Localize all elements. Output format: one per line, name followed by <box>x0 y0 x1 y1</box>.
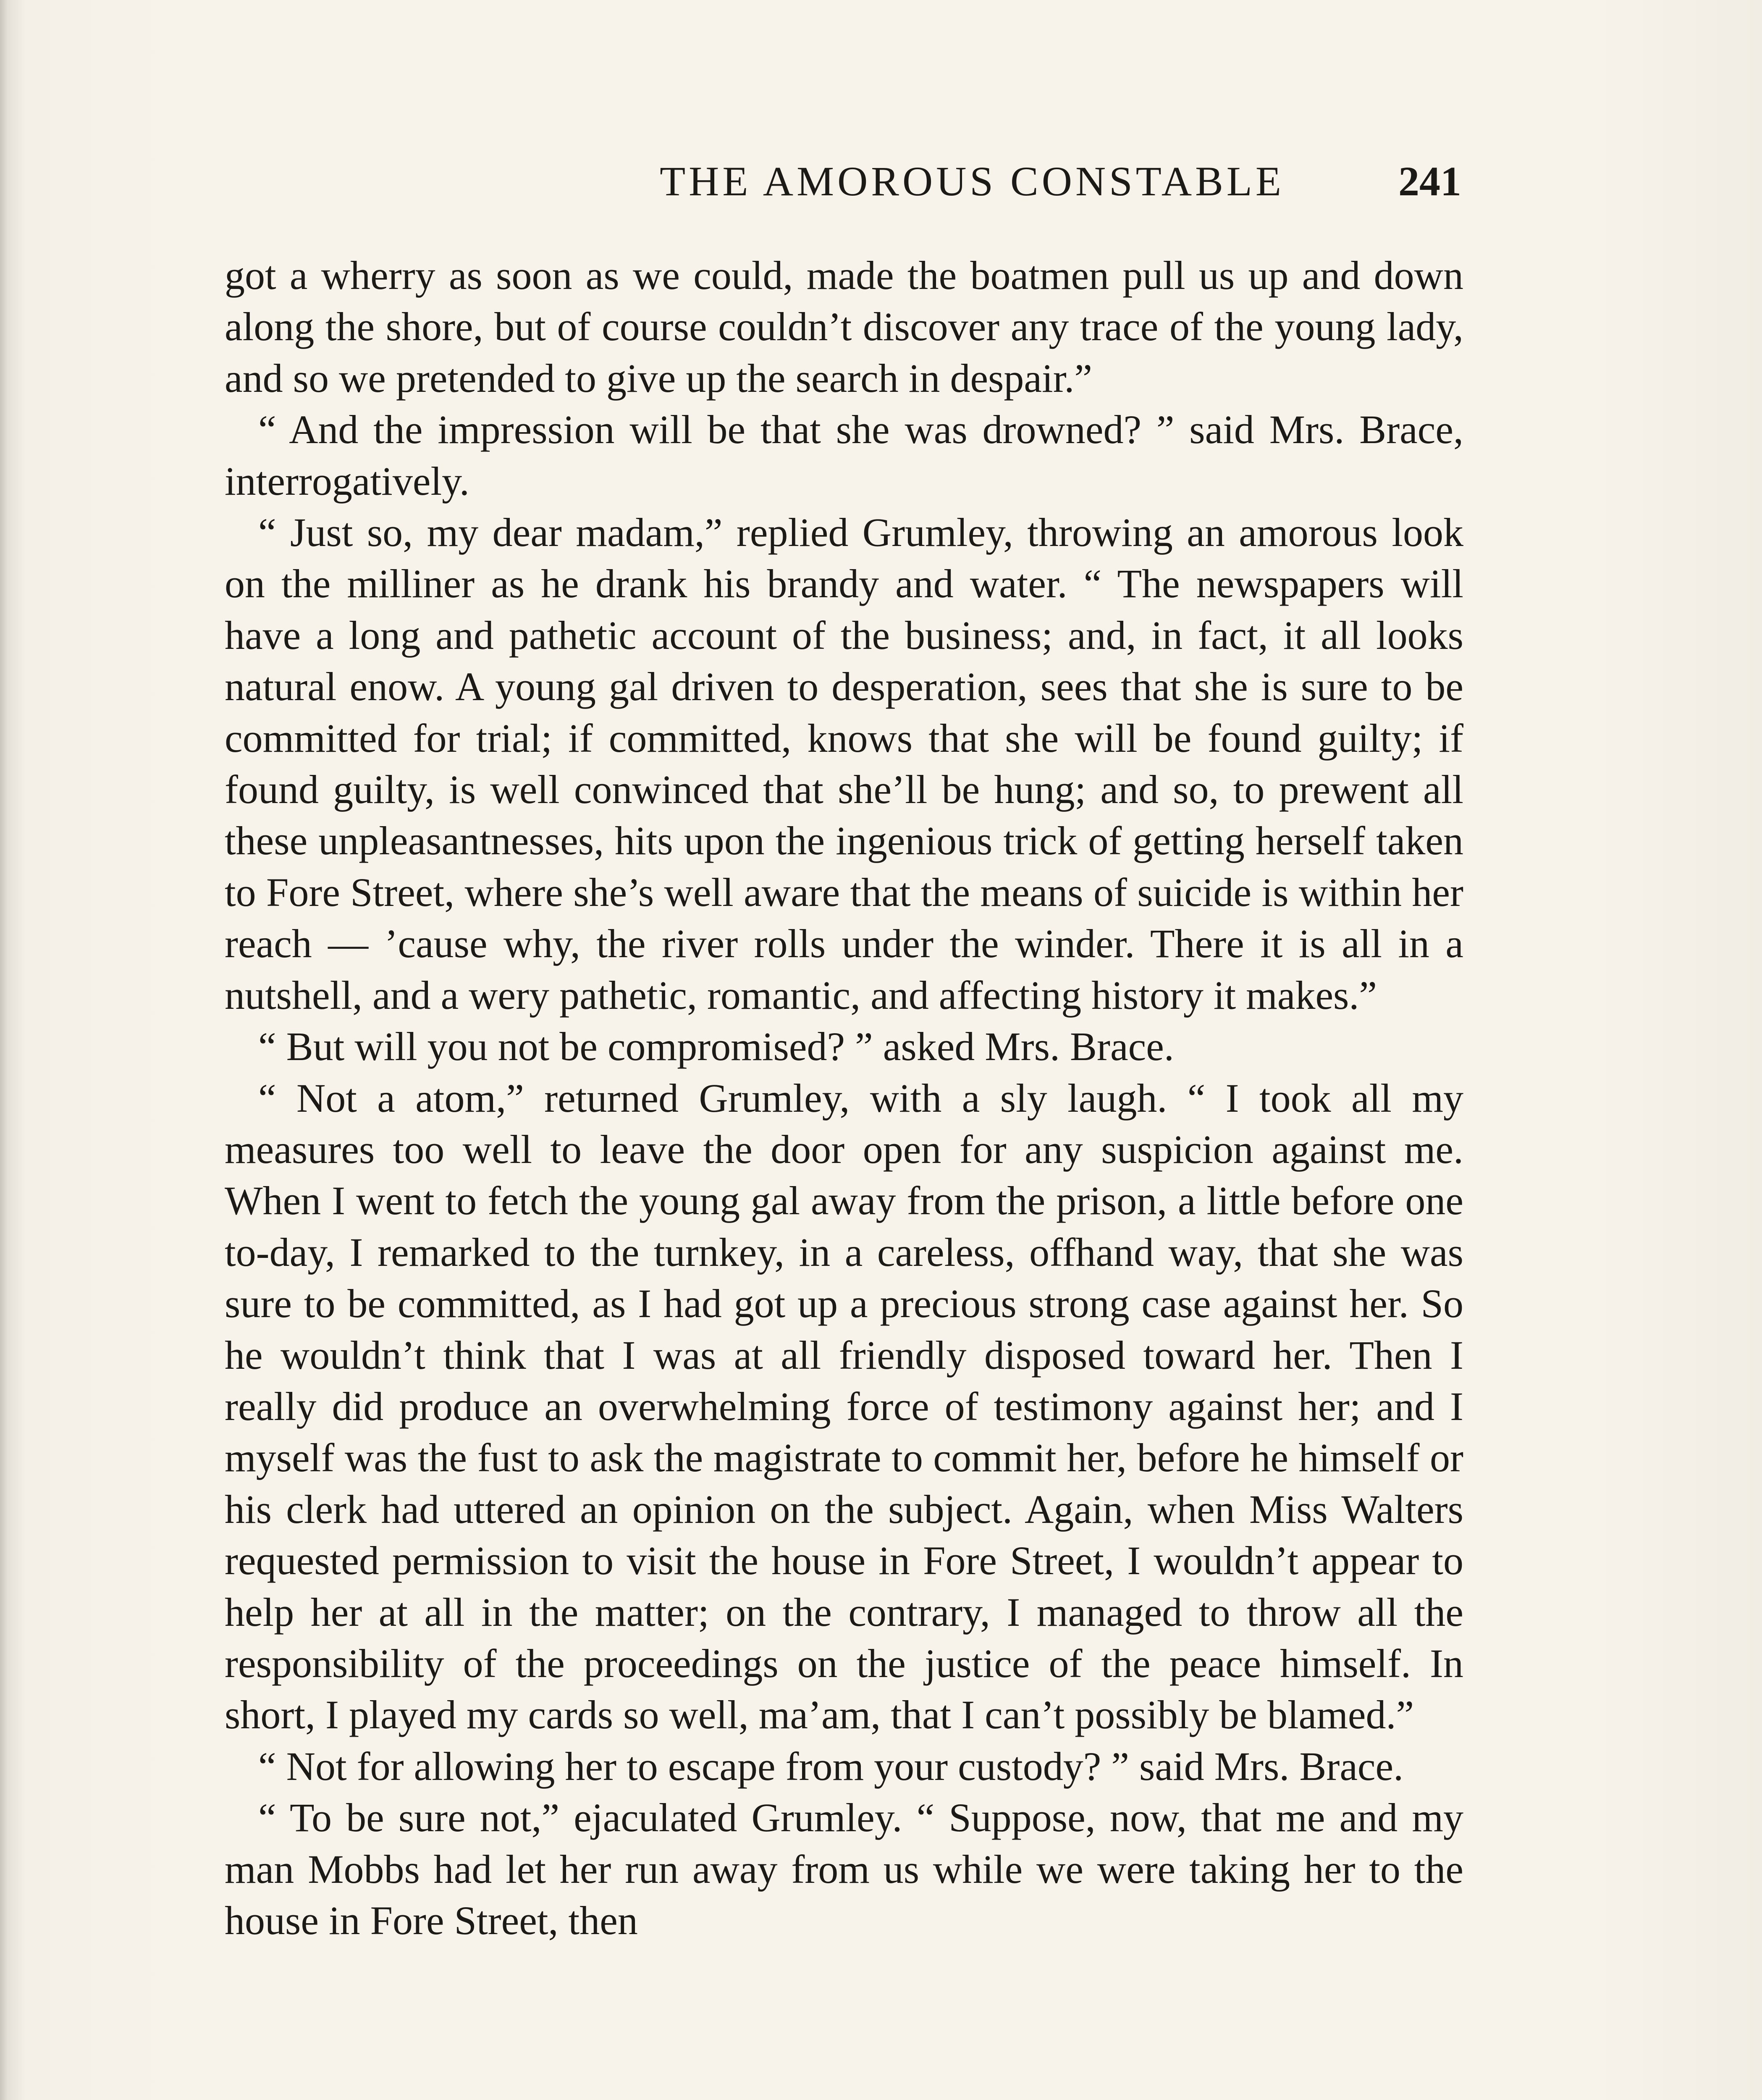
page-number: 241 <box>1398 158 1461 205</box>
body-text <box>225 250 1463 1946</box>
running-title: THE AMOROUS CONSTABLE <box>660 158 1285 205</box>
paragraph: got a wherry as soon as we could, made the boatmen pull us up and down along the shore, but of course couldn’t discover any trace of the young lady, and so we pretended to give up the search in despair.” <box>225 253 1463 401</box>
paragraph: “ To be sure not,” ejaculated Grumley. “ Suppose, now, that me and my man Mobbs had let her run away from us while we were taking her to the house in Fore Street, then <box>225 1795 1463 1943</box>
paragraph: “ Just so, my dear madam,” replied Grumley, throwing an amorous look on the milliner as he drank his brandy and water. “ The newspapers will have a long and pathetic account of the business; and, in fact, it all looks natural enow. A young gal driven to desperation, sees that she is sure to be committed for trial; if committed, knows that she will be found guilty; if found guilty, is well conwinced that she’ll be hung; and so, to prewent all these unpleasantnesses, hits upon the ingenious trick of getting herself taken to Fore Street, where she’s well aware that the means of suicide is within her reach — ’cause why, the river rolls under the winder. There it is all in a nutshell, and a wery pathetic, romantic, and affecting history it makes.” <box>225 510 1463 1018</box>
paragraph: “ Not for allowing her to escape from your custody? ” said Mrs. Brace. <box>258 1743 1404 1789</box>
paragraph: “ But will you not be compromised? ” asked Mrs. Brace. <box>258 1024 1174 1069</box>
paragraph: “ Not a atom,” returned Grumley, with a sly laugh. “ I took all my measures too well to leave the door open for any suspicion against me. When I went to fetch the young gal away from the prison, a little before one to-day, I remarked to the turnkey, in a careless, offhand way, that she was sure to be committed, as I had got up a precious strong case against her. So he wouldn’t think that I was at all friendly disposed toward her. Then I really did produce an overwhelming force of testimony against her; and I myself was the fust to ask the magistrate to commit her, before he himself or his clerk had uttered an opinion on the subject. Again, when Miss Walters requested permission to visit the house in Fore Street, I wouldn’t appear to help her at all in the matter; on the contrary, I managed to throw all the responsibility of the proceedings on the justice of the peace himself. In short, I played my cards so well, ma’am, that I can’t possibly be blamed.” <box>225 1075 1463 1738</box>
paragraph: “ And the impression will be that she was drowned? ” said Mrs. Brace, interrogatively. <box>225 407 1463 504</box>
